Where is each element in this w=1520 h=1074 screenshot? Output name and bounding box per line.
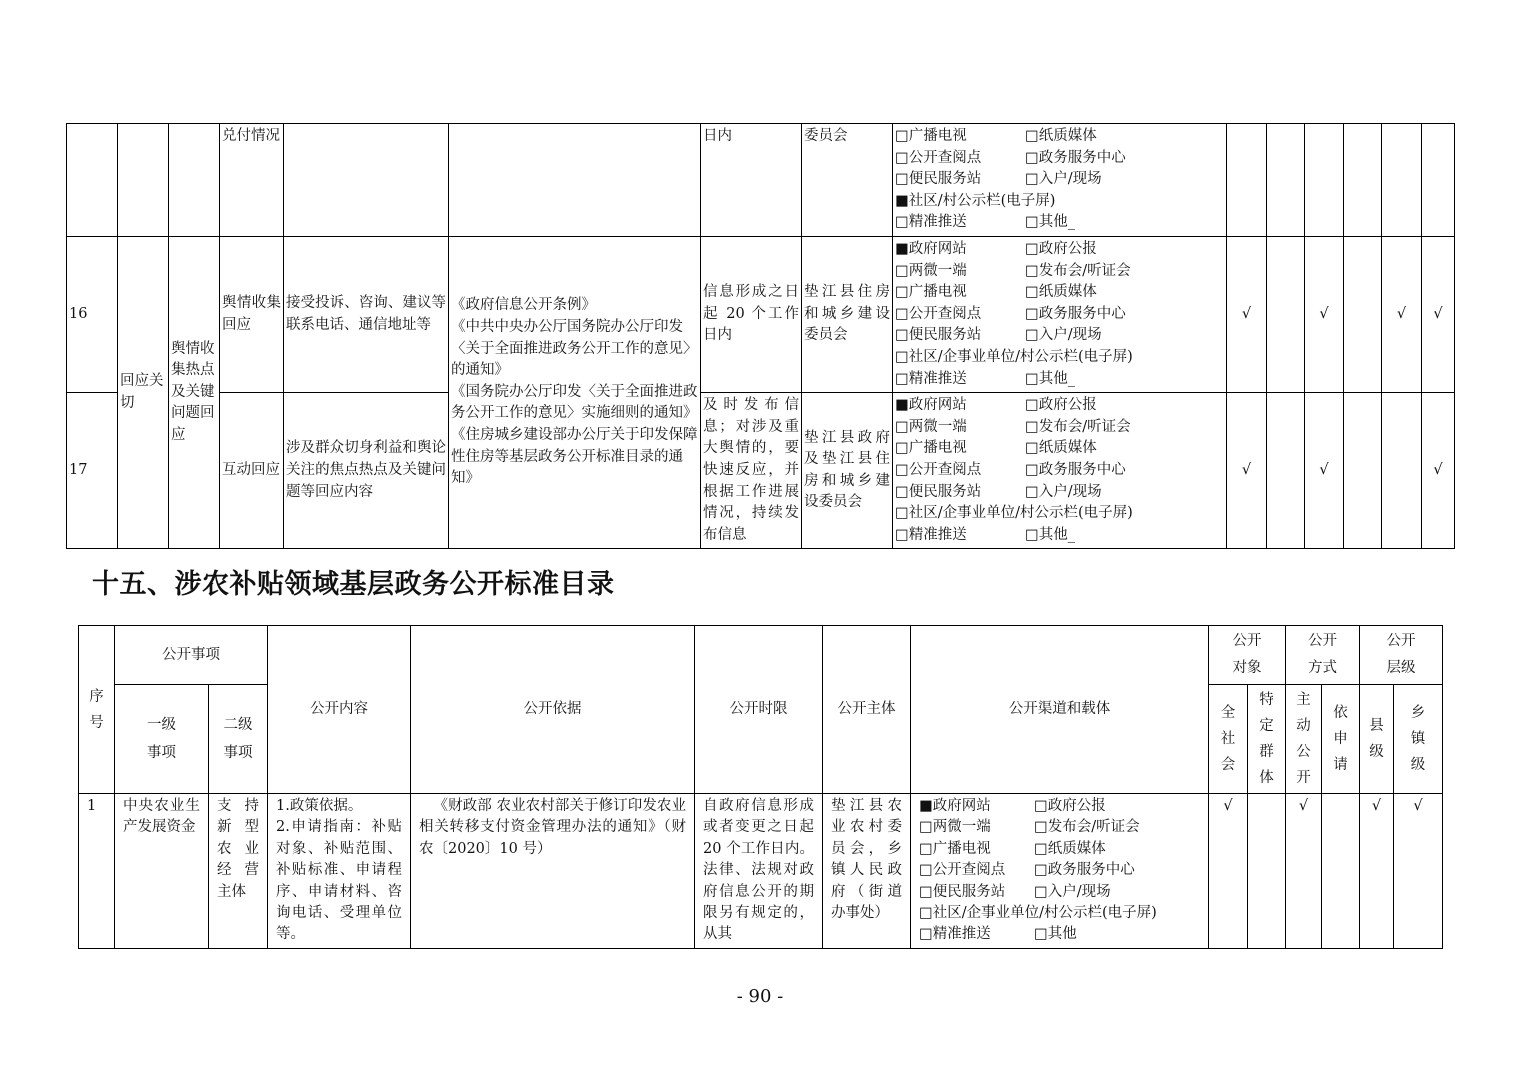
channel-option: ■政府网站 <box>919 798 991 814</box>
channel-option: □广播电视 <box>919 840 991 857</box>
channel-option: □其他_ <box>1025 370 1075 387</box>
channel-option: □发布会/听证会 <box>1034 819 1140 836</box>
check-whole-society: √ <box>1227 393 1267 549</box>
item-cell: 舆情收集回应 <box>220 236 284 392</box>
level1-cell: 中央农业生产发展资金 <box>115 794 209 949</box>
table-row <box>79 794 1443 949</box>
channel-option: ■社区/村公示栏(电子屏) <box>895 192 1056 209</box>
table-row <box>67 236 1455 392</box>
channel-option: □精准推送 <box>895 370 967 387</box>
check-township: √ <box>1422 393 1455 549</box>
channel-option: □纸质媒体 <box>1025 440 1097 457</box>
channel-option: □政务服务中心 <box>1025 149 1126 166</box>
header-object: 公开对象 <box>1209 626 1286 685</box>
channel-option: □发布会/听证会 <box>1025 418 1131 435</box>
channel-option: □广播电视 <box>895 128 967 144</box>
channel-option: □精准推送 <box>895 214 967 231</box>
basis-cell: 《政府信息公开条例》 《中共中央办公厅国务院办公厅印发〈关于全面推进政务公开工作的意见〉的通知》 《国务院办公厅印发〈关于全面推进政务公开工作的意见〉实施细则的通知》 《住房城乡建设部办公厅关于印发保障性住房等基层政务公开标准目录的通知》 <box>449 236 701 548</box>
channel-option: □政府公报 <box>1025 240 1097 257</box>
seq-cell: 16 <box>67 236 118 392</box>
channel-option: □政务服务中心 <box>1025 305 1126 322</box>
header-active: 主动公开 <box>1286 685 1322 794</box>
header-items: 公开事项 <box>115 626 268 685</box>
table-agri-subsidy <box>78 625 1443 949</box>
channel-option: □入户/现场 <box>1025 327 1102 344</box>
basis-cell <box>449 124 701 237</box>
channel-option: □社区/企事业单位/村公示栏(电子屏) <box>895 348 1133 365</box>
channels-cell <box>911 794 1209 949</box>
header-on-request: 依申请 <box>1322 685 1360 794</box>
check-on-request <box>1344 124 1382 237</box>
channel-option: □政府公报 <box>1034 798 1106 814</box>
table-row <box>67 393 1455 549</box>
check-county <box>1382 393 1422 549</box>
subject-cell: 委员会 <box>802 124 893 237</box>
level1-cell <box>118 124 169 237</box>
check-specific-group <box>1267 124 1305 237</box>
header-township: 乡镇级 <box>1394 685 1443 794</box>
check-specific-group <box>1248 794 1286 949</box>
channel-option: □两微一端 <box>919 819 991 836</box>
time-limit-cell: 信息形成之日起 20 个工作日内 <box>701 236 802 392</box>
header-method: 公开方式 <box>1286 626 1360 685</box>
channels-cell <box>893 124 1227 237</box>
check-whole-society: √ <box>1227 236 1267 392</box>
channel-option: □两微一端 <box>895 262 967 279</box>
check-county <box>1382 124 1422 237</box>
header-level2: 二级事项 <box>209 685 268 794</box>
page-number: - 90 - <box>736 986 784 1007</box>
channel-option: ■政府网站 <box>895 397 967 414</box>
header-whole-society: 全社会 <box>1209 685 1248 794</box>
channel-option: □两微一端 <box>895 418 967 435</box>
subject-cell: 垫江县住房和城乡建设委员会 <box>802 236 893 392</box>
item-cell: 兑付情况 <box>220 124 284 237</box>
content-cell <box>284 124 449 237</box>
channel-option: □便民服务站 <box>919 883 1006 900</box>
check-township: √ <box>1394 794 1443 949</box>
channel-option: □便民服务站 <box>895 327 982 344</box>
channel-option: □政府公报 <box>1025 397 1097 414</box>
content-cell: 接受投诉、咨询、建议等联系电话、通信地址等 <box>284 236 449 392</box>
channel-option: □其他 <box>1034 926 1077 943</box>
channel-option: □发布会/听证会 <box>1025 262 1131 279</box>
channel-option: □便民服务站 <box>895 171 982 188</box>
channels-cell <box>893 393 1227 549</box>
check-active: √ <box>1286 794 1322 949</box>
seq-cell: 17 <box>67 393 118 549</box>
header-content: 公开内容 <box>268 626 411 794</box>
channel-option: □社区/企事业单位/村公示栏(电子屏) <box>919 905 1157 922</box>
time-limit-cell: 及时发布信息；对涉及重大舆情的，要快速反应，并根据工作进展情况，持续发布信息 <box>701 393 802 549</box>
check-on-request <box>1322 794 1360 949</box>
header-time-limit: 公开时限 <box>695 626 823 794</box>
level2-cell <box>169 124 220 237</box>
time-limit-cell: 自政府信息形成或者变更之日起 20 个工作日内。法律、法规对政府信息公开的期限另有规定的，从其 <box>695 794 823 949</box>
channel-option: □便民服务站 <box>895 483 982 500</box>
channel-option: □入户/现场 <box>1025 483 1102 500</box>
level2-cell: 支持新型农业经营主体 <box>209 794 268 949</box>
check-township: √ <box>1422 236 1455 392</box>
level2-cell: 舆情收集热点及关键问题回应 <box>169 236 220 548</box>
channel-option: □入户/现场 <box>1025 171 1102 188</box>
channel-option: □政务服务中心 <box>1034 862 1135 879</box>
channel-option: □广播电视 <box>895 284 967 301</box>
table-disclosure-continued <box>66 123 1455 549</box>
basis-cell: 《财政部 农业农村部关于修订印发农业相关转移支付资金管理办法的通知》（财农〔2020〕10 号） <box>411 794 695 949</box>
channel-option: □社区/企事业单位/村公示栏(电子屏) <box>895 505 1133 522</box>
level1-cell: 回应关切 <box>118 236 169 548</box>
check-specific-group <box>1267 236 1305 392</box>
section-title: 十五、涉农补贴领域基层政务公开标准目录 <box>92 569 615 600</box>
header-county: 县级 <box>1360 685 1394 794</box>
check-active: √ <box>1305 393 1344 549</box>
channel-option: □纸质媒体 <box>1025 128 1097 144</box>
header-level1: 一级事项 <box>115 685 209 794</box>
check-township <box>1422 124 1455 237</box>
header-channels: 公开渠道和载体 <box>911 626 1209 794</box>
subject-cell: 垫江县农业农村委员会，乡镇人民政府（街道办事处） <box>823 794 911 949</box>
check-on-request <box>1344 236 1382 392</box>
check-whole-society <box>1227 124 1267 237</box>
channel-option: □公开查阅点 <box>895 305 982 322</box>
item-cell: 互动回应 <box>220 393 284 549</box>
check-county: √ <box>1360 794 1394 949</box>
channel-option: □其他_ <box>1025 214 1075 231</box>
check-on-request <box>1344 393 1382 549</box>
content-cell: 1.政策依据。 2.申请指南：补贴对象、补贴范围、补贴标准、申请程序、申请材料、咨询电话、受理单位等。 <box>268 794 411 949</box>
channel-option: □公开查阅点 <box>895 149 982 166</box>
check-whole-society: √ <box>1209 794 1248 949</box>
channel-option: □公开查阅点 <box>919 862 1006 879</box>
channel-option: □其他_ <box>1025 526 1075 543</box>
channel-option: □广播电视 <box>895 440 967 457</box>
header-specific-group: 特定群体 <box>1248 685 1286 794</box>
check-active: √ <box>1305 236 1344 392</box>
channel-option: □纸质媒体 <box>1034 840 1106 857</box>
channel-option: □纸质媒体 <box>1025 284 1097 301</box>
check-county: √ <box>1382 236 1422 392</box>
header-seq: 序号 <box>79 626 115 794</box>
time-limit-cell: 日内 <box>701 124 802 237</box>
channel-option: □精准推送 <box>895 526 967 543</box>
table-row <box>67 124 1455 237</box>
channel-option: □政务服务中心 <box>1025 461 1126 478</box>
seq-cell: 1 <box>79 794 115 949</box>
header-subject: 公开主体 <box>823 626 911 794</box>
check-specific-group <box>1267 393 1305 549</box>
header-basis: 公开依据 <box>411 626 695 794</box>
channel-option: □公开查阅点 <box>895 461 982 478</box>
subject-cell: 垫江县政府及垫江县住房和城乡建设委员会 <box>802 393 893 549</box>
content-cell: 涉及群众切身利益和舆论关注的焦点热点及关键问题等回应内容 <box>284 393 449 549</box>
channel-option: □入户/现场 <box>1034 883 1111 900</box>
table-header-row <box>79 626 1443 685</box>
channel-option: ■政府网站 <box>895 240 967 257</box>
channel-option: □精准推送 <box>919 926 991 943</box>
seq-cell <box>67 124 118 237</box>
check-active <box>1305 124 1344 237</box>
channels-cell <box>893 236 1227 392</box>
header-level: 公开层级 <box>1360 626 1443 685</box>
